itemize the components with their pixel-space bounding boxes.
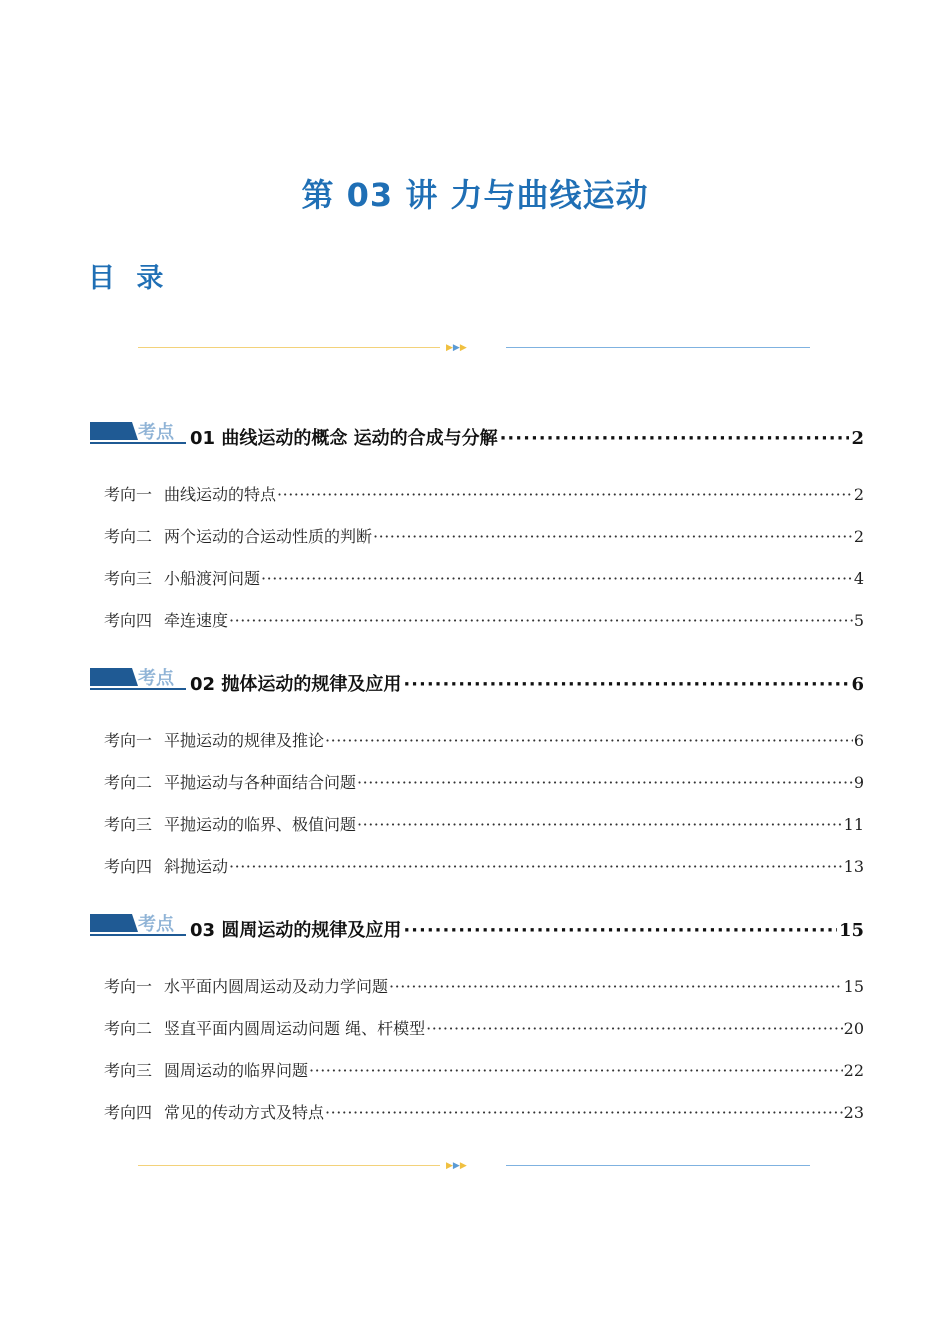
toc-item[interactable] — [104, 566, 864, 589]
arrow-icons: ▶▶▶ — [446, 343, 467, 353]
section-page: 15 — [838, 920, 864, 941]
toc-item[interactable] — [104, 482, 864, 505]
section-page: 2 — [851, 428, 864, 449]
dot-leader — [373, 527, 853, 546]
toc-item[interactable] — [104, 854, 864, 877]
item-key: 考向三 — [104, 815, 153, 834]
dot-leader — [229, 611, 853, 630]
item-key: 考向二 — [104, 1019, 153, 1038]
item-key: 考向四 — [104, 857, 153, 876]
kaodian-badge-icon — [90, 418, 186, 448]
item-key: 考向一 — [104, 977, 153, 996]
toc-item[interactable] — [104, 1100, 864, 1123]
item-key: 考向一 — [104, 731, 153, 750]
dot-leader — [277, 485, 853, 504]
dot-leader — [426, 1019, 843, 1038]
item-title[interactable]: 圆周运动的临界问题 — [164, 1061, 309, 1080]
svg-text:考点: 考点 — [138, 668, 174, 689]
divider-bottom — [138, 1160, 810, 1172]
item-title[interactable]: 常见的传动方式及特点 — [164, 1103, 325, 1122]
svg-text:考点: 考点 — [138, 914, 174, 935]
divider-top — [138, 342, 810, 354]
item-page: 4 — [853, 569, 864, 588]
item-title[interactable]: 平抛运动与各种面结合问题 — [164, 773, 357, 792]
page-title: 第 03 讲 力与曲线运动 — [301, 176, 649, 214]
dot-leader — [403, 674, 849, 695]
item-title[interactable]: 小船渡河问题 — [164, 569, 261, 588]
toc-section[interactable] — [90, 910, 864, 942]
section-page: 6 — [851, 674, 864, 695]
item-title[interactable]: 水平面内圆周运动及动力学问题 — [164, 977, 389, 996]
item-page: 20 — [843, 1019, 864, 1038]
item-title[interactable]: 平抛运动的临界、极值问题 — [164, 815, 357, 834]
arrow-icons: ▶▶▶ — [446, 1161, 467, 1171]
kaodian-badge-icon — [90, 664, 186, 694]
item-page: 22 — [843, 1061, 864, 1080]
section-title[interactable]: 02 抛体运动的规律及应用 — [190, 674, 402, 695]
section-title[interactable]: 01 曲线运动的概念 运动的合成与分解 — [190, 428, 498, 449]
item-key: 考向二 — [104, 773, 153, 792]
item-key: 考向二 — [104, 527, 153, 546]
dot-leader — [325, 1103, 843, 1122]
dot-leader — [229, 857, 843, 876]
kaodian-badge-icon — [90, 910, 186, 940]
item-page: 9 — [853, 773, 864, 792]
item-page: 2 — [853, 485, 864, 504]
item-page: 15 — [843, 977, 864, 996]
section-title[interactable]: 03 圆周运动的规律及应用 — [190, 920, 402, 941]
dot-leader — [309, 1061, 843, 1080]
item-page: 11 — [843, 815, 864, 834]
toc-item[interactable] — [104, 770, 864, 793]
toc-item[interactable] — [104, 1058, 864, 1081]
item-title[interactable]: 斜抛运动 — [164, 857, 229, 876]
toc-item[interactable] — [104, 524, 864, 547]
toc-section[interactable] — [90, 664, 864, 696]
item-page: 23 — [843, 1103, 864, 1122]
item-title[interactable]: 牵连速度 — [164, 611, 229, 630]
dot-leader — [357, 773, 853, 792]
item-page: 5 — [853, 611, 864, 630]
svg-text:考点: 考点 — [138, 422, 174, 443]
toc-item[interactable] — [104, 1016, 864, 1039]
toc-item[interactable] — [104, 728, 864, 751]
item-key: 考向三 — [104, 569, 153, 588]
dot-leader — [500, 428, 850, 449]
item-title[interactable]: 两个运动的合运动性质的判断 — [164, 527, 373, 546]
item-key: 考向四 — [104, 611, 153, 630]
item-key: 考向一 — [104, 485, 153, 504]
toc-item[interactable] — [104, 974, 864, 997]
item-key: 考向四 — [104, 1103, 153, 1122]
toc-section[interactable] — [90, 418, 864, 450]
item-title[interactable]: 曲线运动的特点 — [164, 485, 277, 504]
dot-leader — [389, 977, 843, 996]
item-key: 考向三 — [104, 1061, 153, 1080]
dot-leader — [261, 569, 853, 588]
item-page: 6 — [853, 731, 864, 750]
dot-leader — [357, 815, 843, 834]
dot-leader — [403, 920, 837, 941]
item-page: 13 — [843, 857, 864, 876]
toc-item[interactable] — [104, 608, 864, 631]
item-page: 2 — [853, 527, 864, 546]
toc-item[interactable] — [104, 812, 864, 835]
item-title[interactable]: 平抛运动的规律及推论 — [164, 731, 325, 750]
toc-heading: 目 录 — [88, 263, 170, 294]
item-title[interactable]: 竖直平面内圆周运动问题 绳、杆模型 — [164, 1019, 426, 1038]
dot-leader — [325, 731, 853, 750]
